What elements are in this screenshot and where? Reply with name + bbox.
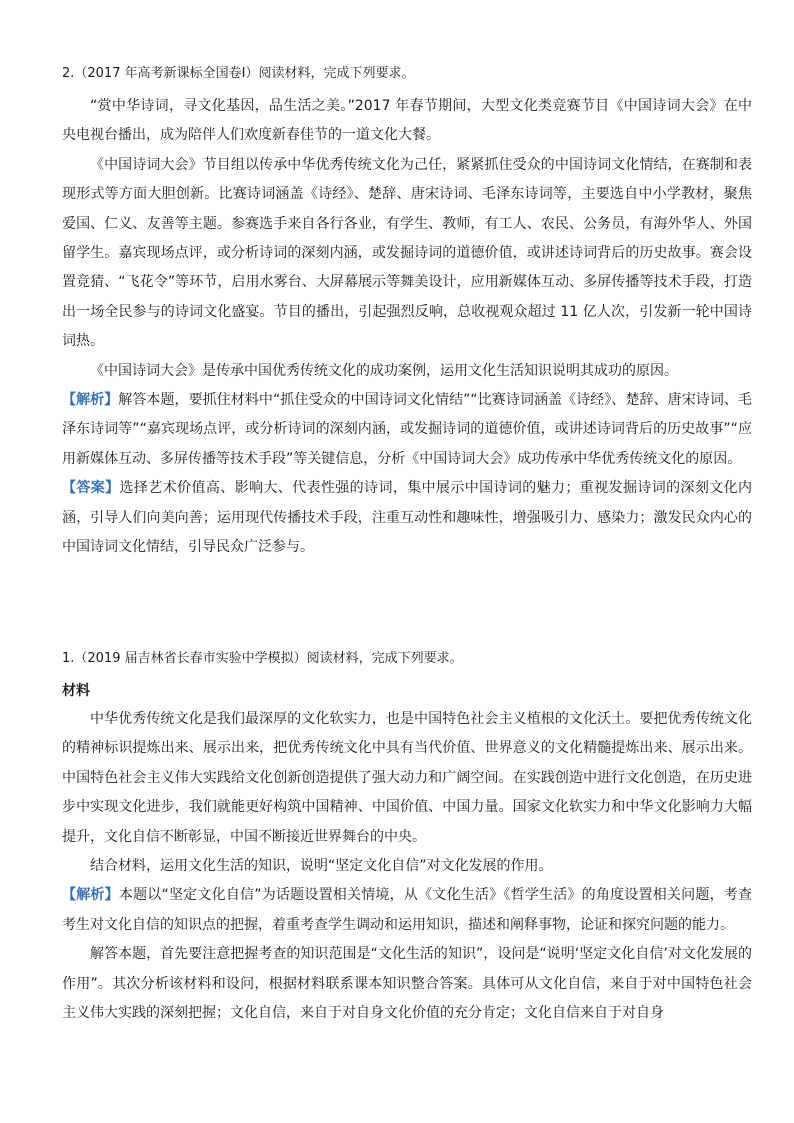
analysis-tag: 【解析】 [62,887,119,904]
question-prompt: 《中国诗词大会》是传承中国优秀传统文化的成功案例，运用文化生活知识说明其成功的原因。 [90,362,678,379]
answer-block [62,474,752,562]
analysis-text: 解答本题，要抓住材料中“抓住受众的中国诗词文化情结”“比赛诗词涵盖《诗经》、楚辞、唐宋诗词、毛泽东诗词等”“嘉宾现场点评，或分析诗词的深刻内涵，或发掘诗词的道德价值，或讲述诗词背后的历史故事”“应用新媒体互动、多屏传播等技术手段”等关键信息，分析《中国诗词大会》成功传承中华优秀传统文化的原因。 [62,392,752,467]
answer-text: 选择艺术价值高、影响大、代表性强的诗词，集中展示中国诗词的魅力；重视发掘诗词的深刻文化内涵，引导人们向美向善；运用现代传播技术手段，注重互动性和趣味性，增强吸引力、感染力；激发民众内心的中国诗词文化情结，引导民众广泛参与。 [62,480,753,556]
analysis-paragraph: 解答本题，首先要注意把握考查的知识范围是“文化生活的知识”，设问是“说明‘坚定文化自信’对文化发展的作用”。其次分析该材料和设问，根据材料联系课本知识整合答案。具体可从文化自信，来自于对中国特色社会主义伟大实践的深刻把握；文化自信，来自于对自身文化价值的充分肯定；文化自信来自于对自身 [62,946,752,1022]
question-2017 [62,60,752,563]
material-paragraph: 《中国诗词大会》节目组以传承中华优秀传统文化为己任，紧紧抓住受众的中国诗词文化情结，在赛制和表现形式等方面大胆创新。比赛诗词涵盖《诗经》、楚辞、唐宋诗词、毛泽东诗词等，主要选自中小学教材，聚焦爱国、仁义、友善等主题。参赛选手来自各行各业，有学生、教师，有工人、农民、公务员，有海外华人、外国留学生。嘉宾现场点评，或分析诗词的深刻内涵，或发掘诗词的道德价值，或讲述诗词背后的历史故事。赛会设置竞猜、“飞花令”等环节，启用水雾台、大屏幕展示等舞美设计，应用新媒体互动、多屏传播等技术手段，打造出一场全民参与的诗词文化盛宴。节目的播出，引起强烈反响，总收视观众超过 11 亿人次，引发新一轮中国诗词热。 [62,156,752,350]
analysis-text: 本题以“坚定文化自信”为话题设置相关情境，从《文化生活》《哲学生活》的角度设置相关问题，考查考生对文化自信的知识点的把握，着重考查学生调动和运用知识，描述和阐释事物，论证和探究问题的能力。 [62,887,752,933]
answer-tag: 【答案】 [62,480,120,497]
material-paragraph: 中华优秀传统文化是我们最深厚的文化软实力，也是中国特色社会主义植根的文化沃土。要把优秀传统文化的精神标识提炼出来、展示出来，把优秀传统文化中具有当代价值、世界意义的文化精髓提炼出来、展示出来。中国特色社会主义伟大实践给文化创新创造提供了强大动力和广阔空间。在实践创造中进行文化创造，在历史进步中实现文化进步，我们就能更好构筑中国精神、中国价值、中国力量。国家文化软实力和中华文化影响力大幅提升，文化自信不断彰显，中国不断接近世界舞台的中央。 [62,711,752,845]
analysis-block [62,881,752,940]
analysis-block [62,386,752,474]
question-header: 2.（2017 年高考新课标全国卷Ⅰ）阅读材料，完成下列要求。 [62,66,415,81]
question-2019 [62,645,752,1028]
question-header: 1.（2019 届吉林省长春市实验中学模拟）阅读材料，完成下列要求。 [62,651,463,666]
analysis-tag: 【解析】 [62,392,119,409]
material-paragraph: “赏中华诗词，寻文化基因，品生活之美。”2017 年春节期间，大型文化类竞赛节目《中国诗词大会》在中央电视台播出，成为陪伴人们欢度新春佳节的一道文化大餐。 [62,98,752,144]
question-prompt: 结合材料，运用文化生活的知识，说明“坚定文化自信”对文化发展的作用。 [90,858,553,875]
material-label: 材料 [62,683,90,699]
